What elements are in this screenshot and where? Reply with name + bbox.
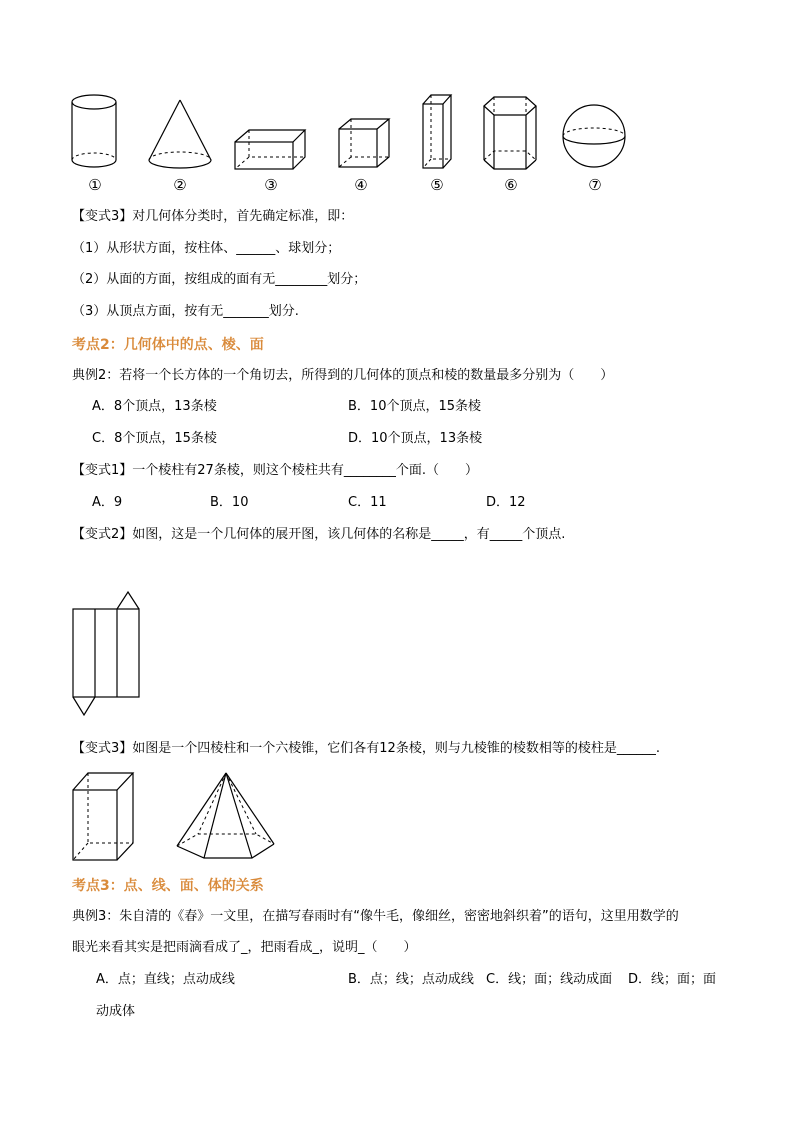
shape-label-7: ⑦: [588, 176, 602, 194]
sphere-figure: [560, 102, 628, 170]
shape-label-6: ⑥: [504, 176, 518, 194]
cone-figure: [146, 96, 214, 172]
bianshi3a-line2: （2）从面的方面，按组成的面有无________划分；: [72, 272, 367, 287]
shape-label-2: ②: [173, 176, 187, 194]
kaodian3-heading: 考点3：点、线、面、体的关系: [72, 878, 264, 894]
shape-label-1: ①: [88, 176, 102, 194]
square-prism-figure: [70, 770, 136, 864]
bianshi1-option-c: C．11: [348, 495, 387, 510]
bianshi3a-title: 【变式3】对几何体分类时，首先确定标准，即：: [72, 209, 354, 224]
prism-net-figure: [70, 590, 142, 720]
shape-label-3: ③: [264, 176, 278, 194]
cube-figure: [336, 116, 392, 170]
bianshi1-option-b: B．10: [210, 495, 249, 510]
dianli2-option-a: A．8个顶点，13条棱: [92, 399, 217, 414]
dianli2-option-d: D．10个顶点，13条棱: [348, 431, 483, 446]
dianli3-option-a: A．点；直线；点动成线: [96, 972, 235, 987]
hexagonal-prism-figure: [480, 94, 542, 174]
bianshi1-question: 【变式1】一个棱柱有27条棱，则这个棱柱共有________个面.（ ）: [72, 463, 478, 478]
dianli3-option-c: C．线；面；线动成面: [486, 972, 613, 987]
cylinder-figure: [66, 92, 122, 172]
hexagonal-pyramid-figure: [174, 770, 278, 862]
kaodian2-heading: 考点2：几何体中的点、棱、面: [72, 337, 264, 353]
tall-prism-figure: [420, 92, 454, 172]
bianshi2-question: 【变式2】如图，这是一个几何体的展开图，该几何体的名称是_____，有_____个顶点.: [72, 527, 566, 542]
dianli3-option-d-continued: 动成体: [96, 1004, 136, 1019]
bianshi1-option-a: A．9: [92, 495, 123, 510]
dianli3-line1: 典例3：朱自清的《春》一文里，在描写春雨时有“像牛毛，像细丝，密密地斜织着”的语句，这里用数学的: [72, 909, 679, 924]
shape-label-4: ④: [354, 176, 368, 194]
bianshi3a-line3: （3）从顶点方面，按有无_______划分.: [72, 304, 299, 319]
bianshi3b-question: 【变式3】如图是一个四棱柱和一个六棱锥，它们各有12条棱，则与九棱锥的棱数相等的棱柱是______.: [72, 741, 660, 756]
bianshi3a-line1: （1）从形状方面，按柱体、______、球划分；: [72, 241, 341, 256]
bianshi1-option-d: D．12: [486, 495, 526, 510]
dianli3-line2: 眼光来看其实是把雨滴看成了_，把雨看成_，说明_（ ）: [72, 940, 417, 955]
dianli3-option-b: B．点；线；点动成线: [348, 972, 474, 987]
dianli2-option-b: B．10个顶点，15条棱: [348, 399, 482, 414]
shape-label-5: ⑤: [430, 176, 444, 194]
dianli2-option-c: C．8个顶点，15条棱: [92, 431, 217, 446]
dianli2-question: 典例2：若将一个长方体的一个角切去，所得到的几何体的顶点和棱的数量最多分别为（ ）: [72, 368, 614, 383]
dianli3-option-d: D．线；面；面: [628, 972, 717, 987]
cuboid-figure: [232, 126, 308, 172]
